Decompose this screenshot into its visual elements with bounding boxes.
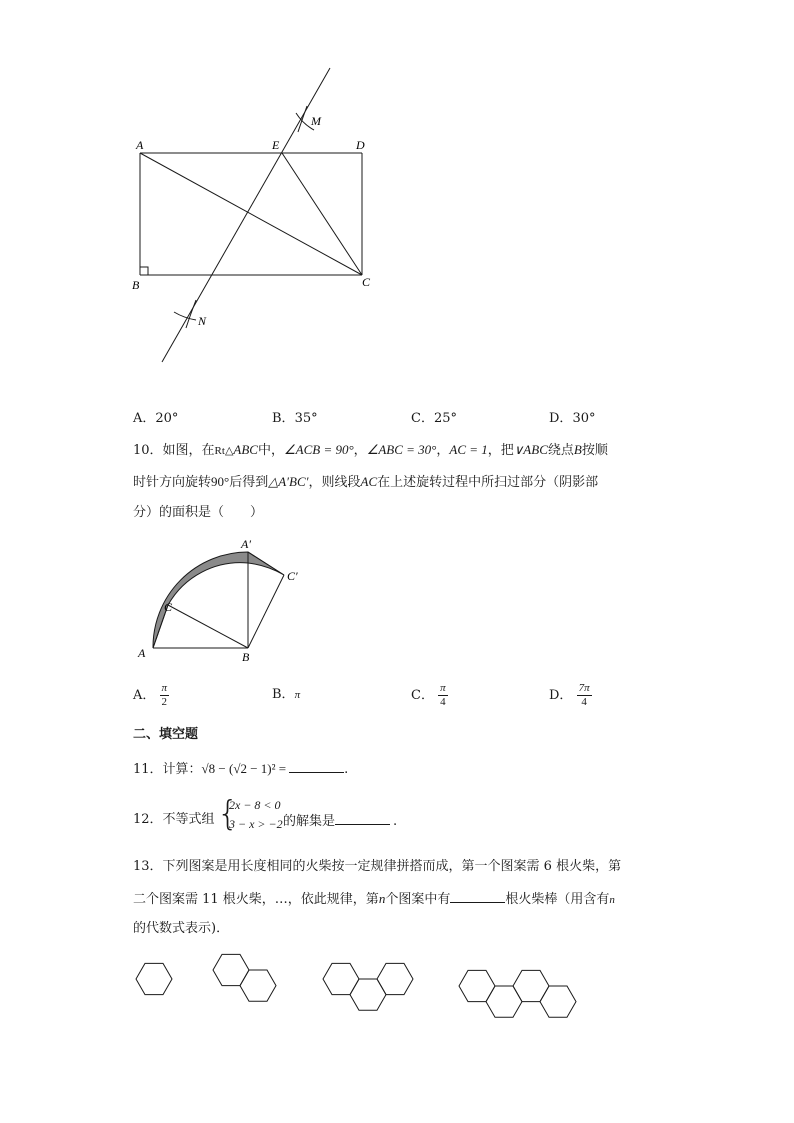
option-value: 35° xyxy=(294,411,318,426)
q10-text: 分）的面积是（ ） xyxy=(133,505,264,520)
option-fraction xyxy=(160,682,170,709)
q9-option-b[interactable] xyxy=(272,410,318,428)
q13-hexagon-patterns xyxy=(128,948,588,1023)
q13-variable-n: n xyxy=(378,891,386,906)
label-b: B xyxy=(132,278,140,292)
label-m: M xyxy=(311,114,321,128)
hexagon-pattern-4 xyxy=(513,970,549,1001)
q10-text: 中， xyxy=(257,443,284,458)
hexagon-pattern-2 xyxy=(213,954,249,985)
q12-period: . xyxy=(393,814,398,829)
q9-figure xyxy=(120,60,400,370)
option-letter: D． xyxy=(549,688,573,703)
q10-triangle-prime: △A′BC′ xyxy=(268,474,309,489)
q10-rt-triangle: Rt△ xyxy=(214,445,234,457)
label-c: C xyxy=(164,600,173,614)
hexagon-pattern-4 xyxy=(486,986,522,1017)
q10-option-c[interactable] xyxy=(411,682,448,709)
label-b: B xyxy=(242,650,250,664)
q11-answer-blank[interactable] xyxy=(289,759,344,773)
q10-text: ，则线段 xyxy=(308,475,361,490)
option-letter: C． xyxy=(411,688,434,703)
q13-line-2 xyxy=(133,889,615,909)
option-fraction xyxy=(438,682,448,709)
q10-line-3 xyxy=(133,504,263,522)
option-letter: B． xyxy=(272,687,295,702)
q10-text: 按顺 xyxy=(581,443,608,458)
q13-text: 二个图案需 11 根火柴，…，依此规律，第 xyxy=(133,892,379,907)
option-letter: C． xyxy=(411,411,434,426)
q10-segment-ac: AC xyxy=(360,474,378,489)
option-letter: A． xyxy=(133,411,156,426)
q10-point-b: B xyxy=(573,442,582,457)
q10-line-1 xyxy=(133,441,608,460)
q11-expression: √8 − (√2 − 1)² = xyxy=(201,761,287,776)
q10-text: ，把 xyxy=(487,443,514,458)
fraction-denominator: 4 xyxy=(440,696,446,708)
q10-option-b[interactable] xyxy=(272,686,300,704)
q13-variable-n: n xyxy=(609,894,615,906)
label-e: E xyxy=(272,138,280,152)
option-letter: D． xyxy=(549,411,573,426)
q13-line-3: 的代数式表示)． xyxy=(133,921,230,936)
arc-mark-n-2 xyxy=(186,300,196,328)
hexagon-pattern-2 xyxy=(240,970,276,1001)
q12-brace: { xyxy=(217,794,239,834)
arc-mark-n-1 xyxy=(174,312,196,320)
q9-option-a[interactable] xyxy=(133,410,178,428)
q11-line xyxy=(133,759,348,779)
hexagon-pattern-3 xyxy=(323,963,359,994)
label-d: D xyxy=(356,138,365,152)
diagonal-ac xyxy=(140,153,362,275)
label-n: N xyxy=(198,314,207,328)
fraction-numerator: 7π xyxy=(578,682,590,694)
arc-mark-m-2 xyxy=(298,106,307,132)
option-value: 30° xyxy=(572,411,596,426)
segment-c-prime-b xyxy=(248,575,284,648)
q11-period: . xyxy=(344,762,349,777)
q10-text: ， xyxy=(353,443,367,458)
segment-cb xyxy=(168,605,248,648)
option-value: π xyxy=(294,689,301,701)
q12-suffix xyxy=(283,811,397,831)
q12-inequality-1: 2x − 8 < 0 xyxy=(229,798,281,812)
q10-figure xyxy=(130,530,310,670)
q12-prefix xyxy=(133,811,215,829)
q10-option-a[interactable] xyxy=(133,682,169,709)
q10-text: ， xyxy=(436,443,450,458)
q9-option-d[interactable] xyxy=(549,410,595,428)
q10-degree: 90° xyxy=(211,474,230,489)
segment-ec xyxy=(282,153,362,275)
hexagon-pattern-4 xyxy=(459,970,495,1001)
right-angle-mark xyxy=(140,267,148,275)
q10-abc: ABC xyxy=(233,442,258,457)
shaded-region xyxy=(153,552,284,648)
q10-text: 后得到 xyxy=(229,475,269,490)
fraction-numerator: π xyxy=(440,682,446,694)
q10-line-2 xyxy=(133,473,598,492)
fraction-denominator: 2 xyxy=(161,696,168,708)
q13-text: 个图案中有 xyxy=(385,892,451,907)
q12-mid-text: 的解集是 xyxy=(283,814,336,829)
q12-inequality-2: 3 − x > −2 xyxy=(229,817,283,831)
q13-line-1: 13．下列图案是用长度相同的火柴按一定规律拼搭而成，第一个图案需 6 根火柴，第 xyxy=(133,859,622,874)
q10-option-d[interactable] xyxy=(549,682,592,709)
hexagon-pattern-4 xyxy=(540,986,576,1017)
option-letter: B． xyxy=(272,411,295,426)
option-fraction xyxy=(577,682,592,709)
q10-text: 时针方向旋转 xyxy=(133,475,212,490)
q12-prefix-text: 12．不等式组 xyxy=(133,812,215,827)
q10-angle-abc: ∠ABC = 30° xyxy=(366,442,437,457)
option-value: 25° xyxy=(433,411,457,426)
q13-text: 根火柴棒（用含有 xyxy=(505,892,610,907)
label-c: C xyxy=(362,275,371,289)
hexagon-pattern-3 xyxy=(377,963,413,994)
q10-text: 10．如图，在 xyxy=(133,443,215,458)
q13-answer-blank[interactable] xyxy=(450,889,505,903)
q10-angle-acb: ∠ACB = 90° xyxy=(283,442,354,457)
q9-option-c[interactable] xyxy=(411,410,457,428)
q10-text: 在上述旋转过程中所扫过部分（阴影部 xyxy=(377,475,599,490)
q10-triangle-abc: ∨ABC xyxy=(513,442,548,457)
fraction-denominator: 4 xyxy=(581,696,587,708)
q11-prefix: 11．计算： xyxy=(133,762,202,777)
section-title-fill-in: 二、填空题 xyxy=(133,727,199,742)
q10-text: 绕点 xyxy=(547,443,574,458)
q10-ac-length: AC = 1 xyxy=(449,442,488,457)
q12-answer-blank[interactable] xyxy=(335,811,390,825)
option-value: 20° xyxy=(155,411,179,426)
hexagon-pattern-3 xyxy=(350,979,386,1010)
option-letter: A． xyxy=(133,688,156,703)
label-c-prime: C′ xyxy=(287,569,298,583)
hexagon-pattern-1 xyxy=(136,963,172,994)
label-a: A xyxy=(136,138,144,152)
label-a: A xyxy=(138,646,146,660)
label-a-prime: A′ xyxy=(241,537,251,551)
fraction-numerator: π xyxy=(161,682,168,694)
